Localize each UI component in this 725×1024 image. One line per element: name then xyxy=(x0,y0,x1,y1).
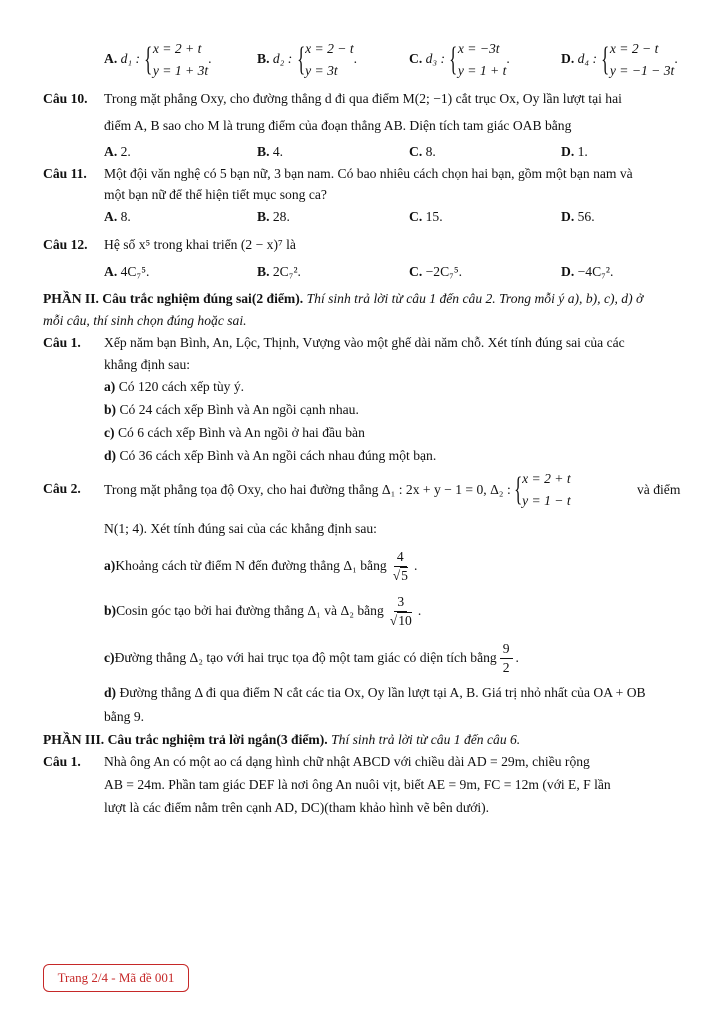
equation-system: { x = 2 − t y = −1 − 3t xyxy=(600,38,674,82)
p3q1-number xyxy=(43,753,81,771)
fraction xyxy=(500,641,513,676)
option-value: −2C₇⁵. xyxy=(425,264,463,279)
statement-text: Cosin góc tạo bởi hai đường thẳng Δ₁ và Δ₂ bằng xyxy=(116,603,384,618)
statement-key: b) xyxy=(104,603,117,618)
sys-row: x = −3t xyxy=(457,41,500,56)
equation-system: { x = 2 + t y = 1 − t xyxy=(513,468,571,512)
option-value: 8. xyxy=(425,144,436,159)
p2q2-statement-a xyxy=(104,548,417,584)
p2q2-statement-c xyxy=(104,640,519,676)
sqrt-radicand: 5 xyxy=(401,567,408,583)
option-value: 56. xyxy=(577,209,595,224)
sys-row: y = −1 − 3t xyxy=(609,63,675,78)
q10-option-d xyxy=(561,143,588,161)
p3q1-text-1: Nhà ông An có một ao cá dạng hình chữ nhật ABCD với chiều dài AD = 29m, chiều rộng xyxy=(104,754,590,769)
option-value: 4C₇⁵. xyxy=(120,264,150,279)
option-label: D. xyxy=(561,264,575,279)
option-label: C. xyxy=(409,144,423,159)
sys-row: x = 2 − t xyxy=(305,41,354,56)
equation-system: { x = 2 + t y = 1 + 3t xyxy=(143,38,208,82)
statement-key: a) xyxy=(104,558,116,573)
fraction-numerator: 3 xyxy=(394,594,407,612)
punct: . xyxy=(353,51,358,67)
statement-text: Có 6 cách xếp Bình và An ngồi ở hai đầu bàn xyxy=(114,425,365,440)
q10-text-1: Trong mặt phẳng Oxy, cho đường thẳng d đi qua điểm M(2; −1) cắt trục Ox, Oy lần lượt tại hai xyxy=(104,91,622,106)
sys-row: y = 3t xyxy=(305,63,338,78)
sys-row: y = 1 + 3t xyxy=(152,63,209,78)
q10-option-b xyxy=(257,143,283,161)
sys-row: x = 2 − t xyxy=(609,41,659,56)
statement-text: Có 120 cách xếp tùy ý. xyxy=(115,379,245,394)
sys-row: x = 2 + t xyxy=(152,41,202,56)
option-label: A. xyxy=(104,264,118,279)
sys-row: x = 2 + t xyxy=(522,471,571,486)
statement-key: c) xyxy=(104,650,115,665)
q11-number xyxy=(43,165,87,183)
part2-instruction-2 xyxy=(43,312,247,330)
p2q2-statement-d-cont: bằng 9. xyxy=(104,709,145,724)
p2q2-number xyxy=(43,480,81,498)
punct: . xyxy=(208,51,212,67)
question-number: Câu 2. xyxy=(43,481,81,496)
q9-option-a xyxy=(104,38,212,82)
punct: . xyxy=(506,51,510,67)
option-label: B. xyxy=(257,51,270,67)
p3q1-text-2: AB = 24m. Phần tam giác DEF là nơi ông An nuôi vịt, biết AE = 9m, FC = 12m (với E, F lần xyxy=(104,777,611,792)
option-label: C. xyxy=(409,51,423,67)
statement-key: c) xyxy=(104,425,115,440)
option-label: A. xyxy=(104,51,118,67)
q9-option-c xyxy=(409,38,510,82)
punct: . xyxy=(515,650,519,665)
statement-key: b) xyxy=(104,402,117,417)
q12-option-b xyxy=(257,263,301,281)
statement-key: d) xyxy=(104,685,117,700)
sys-row: y = 1 − t xyxy=(522,493,571,508)
q12-option-d xyxy=(561,263,613,281)
question-number: Câu 1. xyxy=(43,754,81,769)
p2q2-statement-d xyxy=(104,684,646,702)
q11-option-d xyxy=(561,208,595,226)
equation-system: { x = 2 − t y = 3t xyxy=(296,38,354,82)
sqrt-radicand: 10 xyxy=(398,612,412,628)
part-instruction: mỗi câu, thí sinh chọn đúng hoặc sai. xyxy=(43,313,247,328)
q9-option-d xyxy=(561,38,678,82)
punct: . xyxy=(417,603,422,618)
question-text: và điểm xyxy=(637,482,681,497)
p2q1-text-2: khẳng định sau: xyxy=(104,357,191,372)
option-label: B. xyxy=(257,264,270,279)
p2q2-text-2: N(1; 4). Xét tính đúng sai của các khẳng định sau: xyxy=(104,521,377,536)
question-text: Trong mặt phẳng tọa độ Oxy, cho hai đường thẳng Δ₁ : 2x + y − 1 = 0, Δ₂ : xyxy=(104,482,511,497)
option-label: C. xyxy=(409,264,423,279)
part3-heading xyxy=(43,731,520,749)
q11-option-a xyxy=(104,208,131,226)
p2q1-statement-d xyxy=(104,447,436,465)
fraction-denominator: √10 xyxy=(389,612,412,628)
fraction-denominator: 2 xyxy=(502,659,510,675)
line-name: d₁ : xyxy=(120,51,141,67)
option-label: B. xyxy=(257,209,270,224)
statement-text: Đường thẳng Δ₂ tạo với hai trục tọa độ một tam giác có diện tích bằng xyxy=(114,650,497,665)
question-number: Câu 12. xyxy=(43,237,88,252)
option-value: 15. xyxy=(425,209,443,224)
q11-text-2: một bạn nữ để thể hiện tiết mục song ca? xyxy=(104,187,327,202)
question-number: Câu 1. xyxy=(43,335,81,350)
q11-option-b xyxy=(257,208,290,226)
p2q1-text-1: Xếp năm bạn Bình, An, Lộc, Thịnh, Vượng vào một ghế dài năm chỗ. Xét tính đúng sai của các xyxy=(104,335,625,350)
line-name: d₂ : xyxy=(272,51,293,67)
option-value: 8. xyxy=(120,209,131,224)
option-label: C. xyxy=(409,209,423,224)
fraction-numerator: 9 xyxy=(500,641,513,659)
part-title: PHẦN III. Câu trắc nghiệm trả lời ngắn(3 điểm). xyxy=(43,732,328,747)
option-value: 1. xyxy=(577,144,588,159)
option-value: 28. xyxy=(272,209,290,224)
q10-number xyxy=(43,90,88,108)
statement-text: Đường thẳng Δ đi qua điểm N cắt các tia Ox, Oy lần lượt tại A, B. Giá trị nhỏ nhất của OA + OB xyxy=(116,685,646,700)
q12-number xyxy=(43,236,88,254)
option-value: −4C₇². xyxy=(577,264,614,279)
p2q2-text-1 xyxy=(104,470,681,510)
q12-option-c xyxy=(409,263,462,281)
part2-heading xyxy=(43,290,643,308)
sys-row: y = 1 + t xyxy=(457,63,507,78)
fraction xyxy=(390,549,411,584)
punct: . xyxy=(413,558,418,573)
p2q1-statement-b xyxy=(104,401,359,419)
option-value: 2C₇². xyxy=(272,264,301,279)
equation-system: { x = −3t y = 1 + t xyxy=(448,38,506,82)
option-label: A. xyxy=(104,209,118,224)
fraction-denominator: √5 xyxy=(392,567,408,583)
p3q1-text-3: lượt là các điểm nằm trên cạnh AD, DC)(tham khảo hình vẽ bên dưới). xyxy=(104,800,490,815)
option-value: 2. xyxy=(120,144,131,159)
option-label: D. xyxy=(561,144,575,159)
part-title: PHẦN II. Câu trắc nghiệm đúng sai(2 điểm). xyxy=(43,291,304,306)
statement-text: Có 36 cách xếp Bình và An ngồi cách nhau đúng một bạn. xyxy=(116,448,437,463)
option-label: A. xyxy=(104,144,118,159)
q12-text-1: Hệ số x⁵ trong khai triển (2 − x)⁷ là xyxy=(104,237,296,252)
line-name: d₃ : xyxy=(425,51,446,67)
q11-option-c xyxy=(409,208,443,226)
q10-text-2: điểm A, B sao cho M là trung điểm của đoạn thẳng AB. Diện tích tam giác OAB bằng xyxy=(104,118,572,133)
statement-key: a) xyxy=(104,379,116,394)
fraction-numerator: 4 xyxy=(394,549,407,567)
option-label: D. xyxy=(561,51,575,67)
p2q1-statement-a xyxy=(104,378,244,396)
line-name: d₄ : xyxy=(577,51,598,67)
q10-option-a xyxy=(104,143,131,161)
statement-text: Có 24 cách xếp Bình và An ngồi cạnh nhau. xyxy=(116,402,359,417)
option-label: D. xyxy=(561,209,575,224)
q11-text-1: Một đội văn nghệ có 5 bạn nữ, 3 bạn nam. Có bao nhiêu cách chọn hai bạn, gồm một bạn nam và xyxy=(104,166,633,181)
p2q1-number xyxy=(43,334,81,352)
q12-option-a xyxy=(104,263,149,281)
part-instruction: Thí sinh trả lời từ câu 1 đến câu 6. xyxy=(327,732,521,747)
option-label: B. xyxy=(257,144,270,159)
fraction xyxy=(387,594,415,629)
punct: . xyxy=(674,51,678,67)
statement-text: Khoảng cách từ điểm N đến đường thẳng Δ₁ bằng xyxy=(115,558,387,573)
part-instruction: Thí sinh trả lời từ câu 1 đến câu 2. Trong mỗi ý a), b), c), d) ở xyxy=(303,291,644,306)
q10-option-c xyxy=(409,143,436,161)
q9-option-b xyxy=(257,38,357,82)
question-number: Câu 11. xyxy=(43,166,87,181)
statement-key: d) xyxy=(104,448,117,463)
page-footer-badge: Trang 2/4 - Mã đề 001 xyxy=(43,964,189,992)
p2q2-statement-b xyxy=(104,593,421,629)
p2q1-statement-c xyxy=(104,424,365,442)
question-number: Câu 10. xyxy=(43,91,88,106)
option-value: 4. xyxy=(272,144,284,159)
